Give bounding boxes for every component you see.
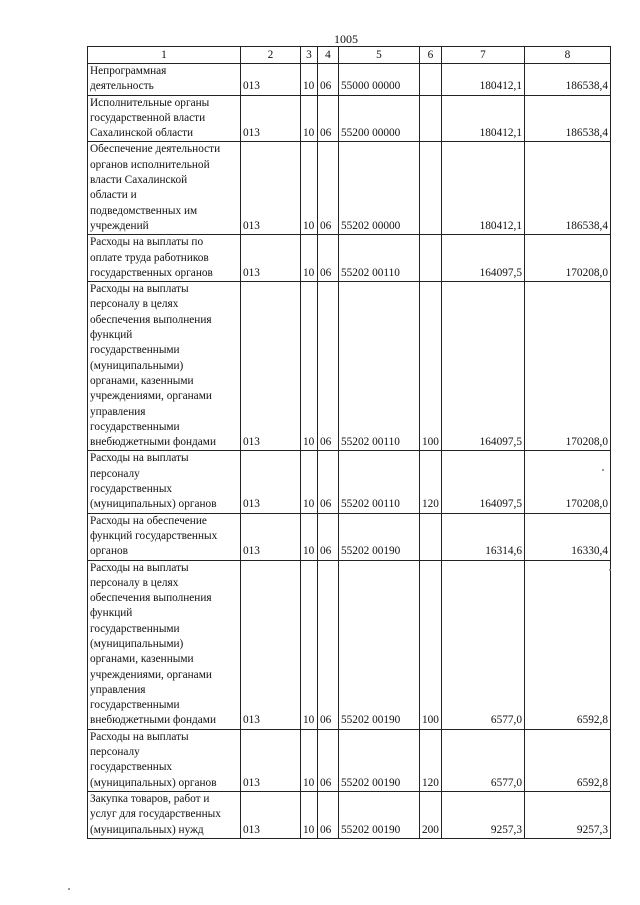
header-col-4: 4 [318,47,339,64]
cell-name-line: Сахалинской области [90,127,194,140]
header-col-8: 8 [525,47,611,64]
cell-target-article: 55202 00110 [339,282,420,451]
cell-amount-2: 186538,4 [525,95,611,142]
cell-ministry: 013 [241,791,301,838]
cell-name-line: государственных [90,761,173,774]
cell-name-line: деятельность [90,80,154,93]
cell-target-article: 55202 00000 [339,142,420,235]
cell-subsection: 06 [318,142,339,235]
cell-name-line: внебюджетными фондами [90,714,216,727]
cell-name [88,729,241,791]
cell-name [88,513,241,560]
table-row [88,235,611,282]
cell-subsection: 06 [318,95,339,142]
scan-speck [602,469,604,471]
cell-name-line: Расходы на выплаты по [90,236,204,249]
cell-expense-type: 120 [420,451,442,513]
table-row [88,282,611,451]
cell-expense-type: 200 [420,791,442,838]
scan-speck [609,569,611,571]
cell-name-line: персоналу в целях [90,576,179,589]
cell-target-article: 55202 00190 [339,513,420,560]
cell-amount-1: 9257,3 [442,791,525,838]
header-col-3: 3 [301,47,318,64]
cell-name-line: функций [90,329,133,342]
cell-subsection: 06 [318,513,339,560]
cell-section: 10 [301,282,318,451]
header-col-1: 1 [88,47,241,64]
cell-amount-2: 16330,4 [525,513,611,560]
cell-expense-type [420,235,442,282]
cell-subsection: 06 [318,791,339,838]
cell-expense-type: 120 [420,729,442,791]
cell-target-article: 55202 00110 [339,451,420,513]
cell-amount-1: 6577,0 [442,729,525,791]
table-body [88,47,611,839]
cell-subsection: 06 [318,282,339,451]
cell-name-line: функций государственных [90,529,218,542]
cell-name [88,142,241,235]
table-row [88,791,611,838]
cell-section: 10 [301,560,318,729]
cell-name-line: учреждениями, органами [90,390,212,403]
cell-subsection: 06 [318,451,339,513]
cell-name-line: персоналу в целях [90,298,179,311]
table-row [88,451,611,513]
cell-target-article: 55202 00190 [339,729,420,791]
cell-name-line: органами, казенными [90,374,194,387]
cell-name-line: Закупка товаров, работ и [90,792,210,805]
cell-section: 10 [301,64,318,96]
budget-table [87,46,611,839]
cell-amount-2: 6592,8 [525,560,611,729]
cell-ministry: 013 [241,513,301,560]
cell-ministry: 013 [241,729,301,791]
cell-amount-1: 180412,1 [442,95,525,142]
cell-expense-type [420,142,442,235]
cell-name-line: государственных органов [90,266,213,279]
cell-name-line: (муниципальных) органов [90,776,217,789]
header-col-7: 7 [442,47,525,64]
cell-ministry: 013 [241,95,301,142]
cell-name-line: Расходы на выплаты [90,730,189,743]
cell-ministry: 013 [241,451,301,513]
header-col-5: 5 [339,47,420,64]
cell-ministry: 013 [241,64,301,96]
cell-name-line: (муниципальных) органов [90,498,217,511]
cell-name-line: управления [90,405,146,418]
cell-name-line: учреждений [90,219,149,232]
table-row [88,95,611,142]
cell-name-line: государственных [90,483,173,496]
cell-name-line: Расходы на выплаты [90,561,189,574]
cell-name-line: Обеспечение деятельности [90,143,221,156]
cell-name-line: персоналу [90,746,140,759]
cell-section: 10 [301,791,318,838]
cell-ministry: 013 [241,560,301,729]
cell-ministry: 013 [241,142,301,235]
cell-target-article: 55202 00190 [339,560,420,729]
cell-expense-type: 100 [420,560,442,729]
cell-name-line: государственными [90,699,180,712]
cell-name-line: оплате труда работников [90,251,209,264]
cell-name [88,791,241,838]
cell-name-line: области и [90,189,137,202]
cell-name-line: персоналу [90,467,140,480]
cell-name-line: Исполнительные органы [90,96,210,109]
cell-target-article: 55202 00110 [339,235,420,282]
cell-section: 10 [301,451,318,513]
cell-name-line: внебюджетными фондами [90,436,216,449]
table-row [88,64,611,96]
cell-amount-1: 164097,5 [442,282,525,451]
cell-expense-type [420,513,442,560]
cell-amount-2: 170208,0 [525,235,611,282]
cell-name-line: государственными [90,420,180,433]
cell-name-line: Расходы на выплаты [90,283,189,296]
table-row [88,729,611,791]
cell-name-line: государственной власти [90,111,206,124]
table-row [88,513,611,560]
cell-name [88,560,241,729]
cell-name-line: обеспечения выполнения [90,313,212,326]
cell-amount-2: 170208,0 [525,282,611,451]
cell-amount-2: 9257,3 [525,791,611,838]
cell-name [88,64,241,96]
cell-ministry: 013 [241,282,301,451]
cell-name-line: управления [90,683,146,696]
cell-name-line: подведомственных им [90,204,198,217]
cell-name-line: Непрограммная [90,65,167,77]
cell-subsection: 06 [318,64,339,96]
cell-amount-2: 170208,0 [525,451,611,513]
cell-section: 10 [301,513,318,560]
cell-name-line: (муниципальных) нужд [90,823,204,836]
cell-amount-1: 164097,5 [442,235,525,282]
cell-name [88,235,241,282]
cell-amount-1: 180412,1 [442,64,525,96]
cell-amount-2: 6592,8 [525,729,611,791]
cell-expense-type [420,95,442,142]
cell-subsection: 06 [318,235,339,282]
cell-name-line: органов [90,545,128,558]
cell-section: 10 [301,235,318,282]
cell-amount-1: 6577,0 [442,560,525,729]
cell-name-line: Расходы на выплаты [90,452,189,465]
scan-speck [68,888,70,890]
cell-name [88,282,241,451]
cell-amount-2: 186538,4 [525,64,611,96]
cell-target-article: 55202 00190 [339,791,420,838]
cell-name [88,95,241,142]
cell-name-line: (муниципальными) [90,359,184,372]
cell-name-line: (муниципальными) [90,637,184,650]
cell-name-line: услуг для государственных [90,808,221,821]
cell-expense-type: 100 [420,282,442,451]
cell-expense-type [420,64,442,96]
cell-name-line: государственными [90,622,180,635]
cell-name-line: функций [90,607,133,620]
cell-amount-1: 16314,6 [442,513,525,560]
cell-amount-1: 164097,5 [442,451,525,513]
cell-name-line: власти Сахалинской [90,174,188,187]
cell-name-line: учреждениями, органами [90,668,212,681]
cell-name-line: государственными [90,344,180,357]
cell-name-line: Расходы на обеспечение [90,514,207,527]
cell-section: 10 [301,95,318,142]
cell-section: 10 [301,729,318,791]
cell-section: 10 [301,142,318,235]
table-row [88,142,611,235]
cell-ministry: 013 [241,235,301,282]
cell-amount-2: 186538,4 [525,142,611,235]
cell-name-line: обеспечения выполнения [90,592,212,605]
cell-target-article: 55200 00000 [339,95,420,142]
cell-subsection: 06 [318,560,339,729]
cell-name-line: органов исполнительной [90,158,210,171]
table-header-row [88,47,611,64]
page-number: 1005 [334,32,358,46]
header-col-6: 6 [420,47,442,64]
cell-name [88,451,241,513]
table-row [88,560,611,729]
cell-name-line: органами, казенными [90,653,194,666]
header-col-2: 2 [241,47,301,64]
cell-target-article: 55000 00000 [339,64,420,96]
cell-subsection: 06 [318,729,339,791]
cell-amount-1: 180412,1 [442,142,525,235]
